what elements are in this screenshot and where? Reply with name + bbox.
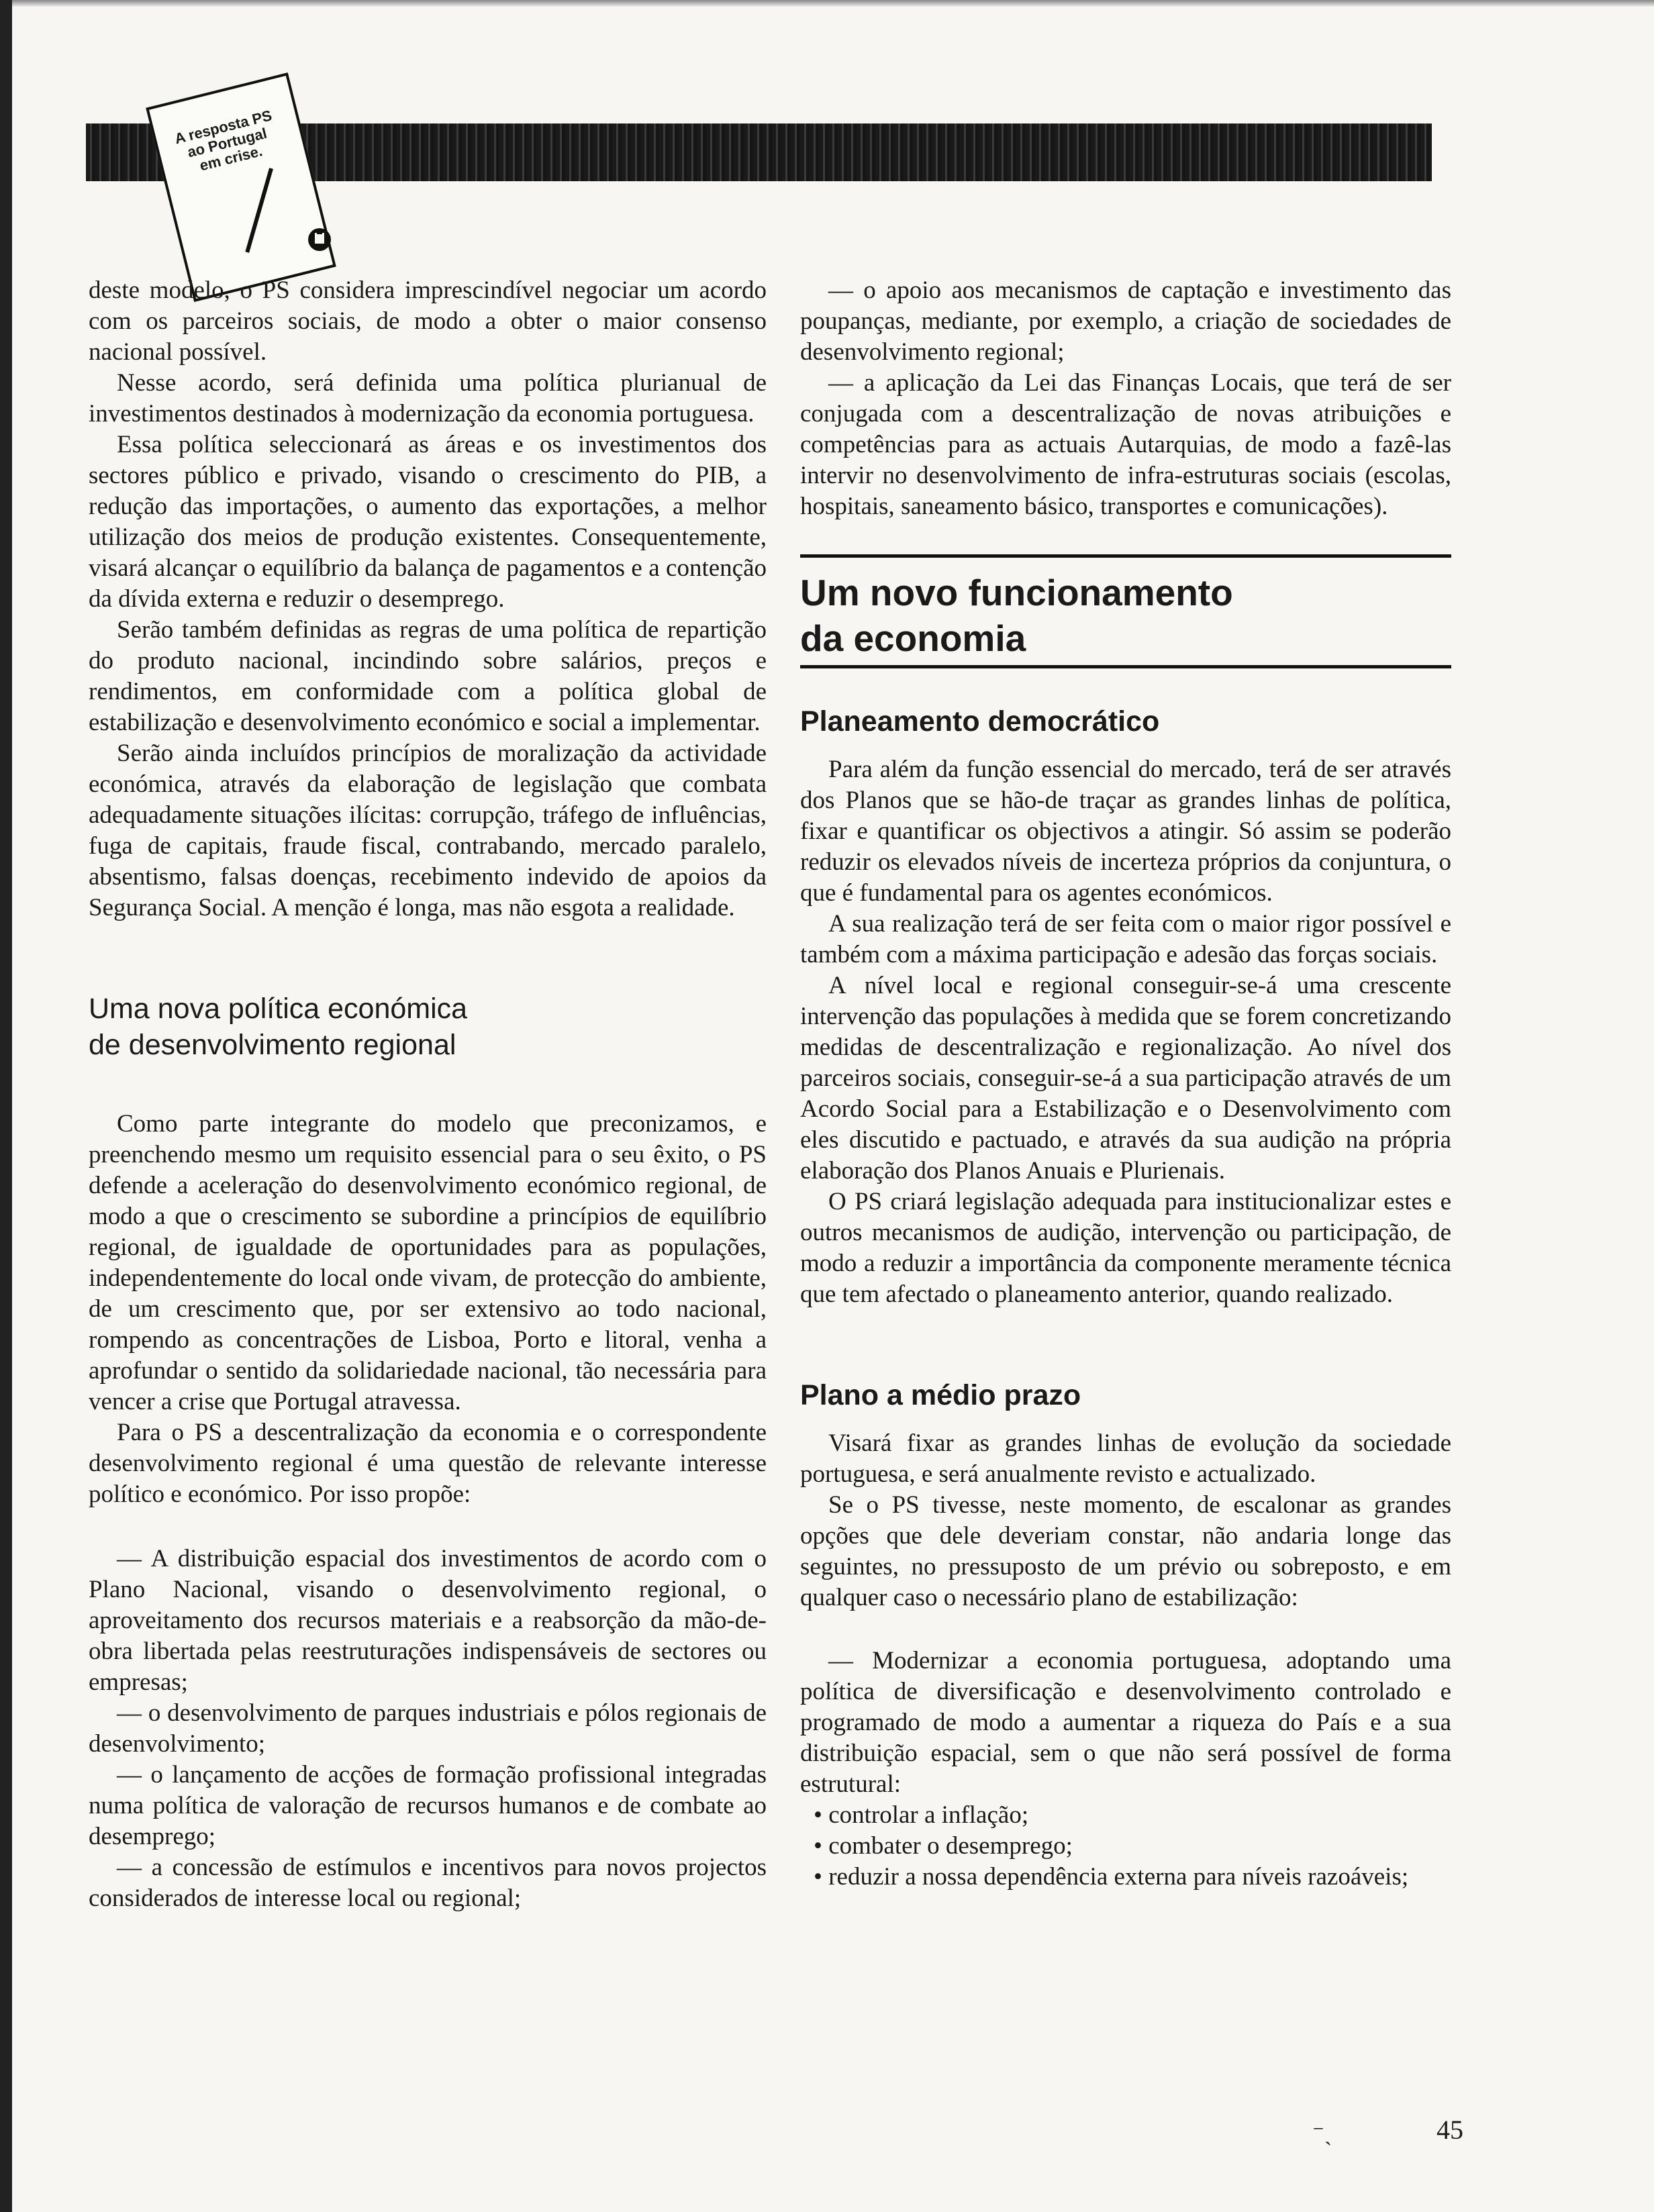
section-title-line: Uma nova política económica <box>89 993 468 1025</box>
subsection-title: Plano a médio prazo <box>800 1379 1081 1411</box>
paragraph: Serão também definidas as regras de uma política de repartição do produto nacional, incindindo sobre salários, preços e rendimentos, em conformidade com a política global de estabilização e desenvolvimento económico e social a implementar. <box>89 616 767 736</box>
paragraph: A sua realização terá de ser feita com o maior rigor possível e também com a máxima participação e adesão das forças sociais. <box>800 910 1451 968</box>
main-title-line: Um novo funcionamento <box>800 572 1233 613</box>
list-item: — A distribuição espacial dos investimentos de acordo com o Plano Nacional, visando o desenvolvimento regional, o aproveitamento dos recursos materiais e a reabsorção da mão-de-obra libertada pelas reestruturações indispensáveis de sectores ou empresas; <box>89 1545 767 1696</box>
paragraph: Para além da função essencial do mercado, terá de ser através dos Planos que se hão-de traçar as grandes linhas de política, fixar e quantificar os objectivos a atingir. Só assim se poderão reduzir os elevados níveis de incerteza próprios da conjuntura, o que é fundamental para os agentes económicos. <box>800 756 1451 907</box>
page-left-edge <box>0 0 12 2212</box>
bullet-item: • reduzir a nossa dependência externa para níveis razoáveis; <box>814 1863 1409 1891</box>
paragraph: Como parte integrante do modelo que preconizamos, e preenchendo mesmo um requisito essencial para o seu êxito, o PS defende a aceleração do desenvolvimento económico regional, de modo a que o crescimento se subordine a princípios de equilíbrio regional, de igualdade de oportunidades para as populações, independentemente do local onde vivam, de protecção do ambiente, de um crescimento que, por ser extensivo ao todo nacional, rompendo as concentrações de Lisboa, Porto e litoral, venha a aprofundar o sentido da solidariedade nacional, tão necessária para vencer a crise que Portugal atravessa. <box>89 1110 767 1415</box>
list-item: — Modernizar a economia portuguesa, adoptando uma política de diversificação e desenvolvimento controlado e programado de modo a aumentar a riqueza do País e a sua distribuição espacial, sem o que não será possível de forma estrutural: <box>800 1647 1451 1798</box>
ps-booklet-logo <box>146 72 336 302</box>
paragraph: Nesse acordo, será definida uma política plurianual de investimentos destinados à modernização da economia portuguesa. <box>89 369 767 428</box>
subsection-title: Planeamento democrático <box>800 705 1160 738</box>
paragraph: A nível local e regional conseguir-se-á uma crescente intervenção das populações à medida que se forem concretizando medidas de descentralização e regionalização. Ao nível dos parceiros sociais, conseguir-se-á a sua participação através de um Acordo Social para a Estabilização e o Desenvolvimento com eles discutido e pactuado, e através da sua audição na própria elaboração dos Planos Anuais e Plurienais. <box>800 972 1451 1185</box>
list-item: — o apoio aos mecanismos de captação e investimento das poupanças, mediante, por exemplo, a criação de sociedades de desenvolvimento regional; <box>800 276 1451 366</box>
pen-stroke <box>245 168 273 253</box>
right-column <box>800 275 1451 1893</box>
logo-text: A resposta PS ao Portugal em crise. <box>173 107 274 174</box>
page-top-edge <box>0 0 1654 7</box>
paragraph: O PS criará legislação adequada para institucionalizar estes e outros mecanismos de audição, intervenção ou participação, de modo a reduzir a importância da componente meramente técnica que tem afectado o planeamento anterior, quando realizado. <box>800 1188 1451 1308</box>
paragraph: Para o PS a descentralização da economia e o correspondente desenvolvimento regional é uma questão de relevante interesse político e económico. Por isso propõe: <box>89 1419 767 1508</box>
main-section-title <box>800 570 1451 661</box>
list-item: — o desenvolvimento de parques industriais e pólos regionais de desenvolvimento; <box>89 1699 767 1758</box>
section-title <box>89 991 767 1063</box>
ps-fist-icon <box>305 225 334 253</box>
paragraph: Essa política seleccionará as áreas e os investimentos dos sectores público e privado, visando o crescimento do PIB, a redução das importações, o aumento das exportações, a melhor utilização dos meios de produção existentes. Consequentemente, visará alcançar o equilíbrio da balança de pagamentos e a contenção da dívida externa e reduzir o desemprego. <box>89 431 767 613</box>
paragraph: Se o PS tivesse, neste momento, de escalonar as grandes opções que dele deveriam constar, não andaria longe das seguintes, no pressuposto de um prévio ou sobreposto, e em qualquer caso o necessário plano de estabilização: <box>800 1491 1451 1611</box>
main-title-line: da economia <box>800 617 1026 659</box>
paragraph: Serão ainda incluídos princípios de moralização da actividade económica, através da elaboração de legislação que combata adequadamente situações ilícitas: corrupção, tráfego de influências, fuga de capitais, fraude fiscal, contrabando, mercado paralelo, absentismo, falsas doenças, recebimento indevido de apoios da Segurança Social. A menção é longa, mas não esgota a realidade. <box>89 740 767 921</box>
bullet-item: • combater o desemprego; <box>814 1832 1073 1860</box>
paragraph: deste modelo, o PS considera imprescindível negociar um acordo com os parceiros sociais, de modo a obter o maior consenso nacional possível. <box>89 276 767 366</box>
bullet-item: • controlar a inflação; <box>814 1801 1029 1829</box>
list-item: — o lançamento de acções de formação profissional integradas numa política de valoração de recursos humanos e de combate ao desemprego; <box>89 1761 767 1850</box>
stray-mark: ⁻ˎ <box>1312 2121 1332 2146</box>
left-column <box>89 275 767 1914</box>
paragraph: Visará fixar as grandes linhas de evolução da sociedade portuguesa, e será anualmente revisto e actualizado. <box>800 1429 1451 1488</box>
section-title-line: de desenvolvimento regional <box>89 1029 456 1061</box>
list-item: — a concessão de estímulos e incentivos para novos projectos considerados de interesse local ou regional; <box>89 1854 767 1912</box>
list-item: — a aplicação da Lei das Finanças Locais, que terá de ser conjugada com a descentralização de novas atribuições e competências para as actuais Autarquias, de modo a fazê-las intervir no desenvolvimento de infra-estruturas sociais (escolas, hospitais, saneamento básico, transportes e comunicações). <box>800 369 1451 520</box>
page-number: 45 <box>1437 2115 1463 2145</box>
